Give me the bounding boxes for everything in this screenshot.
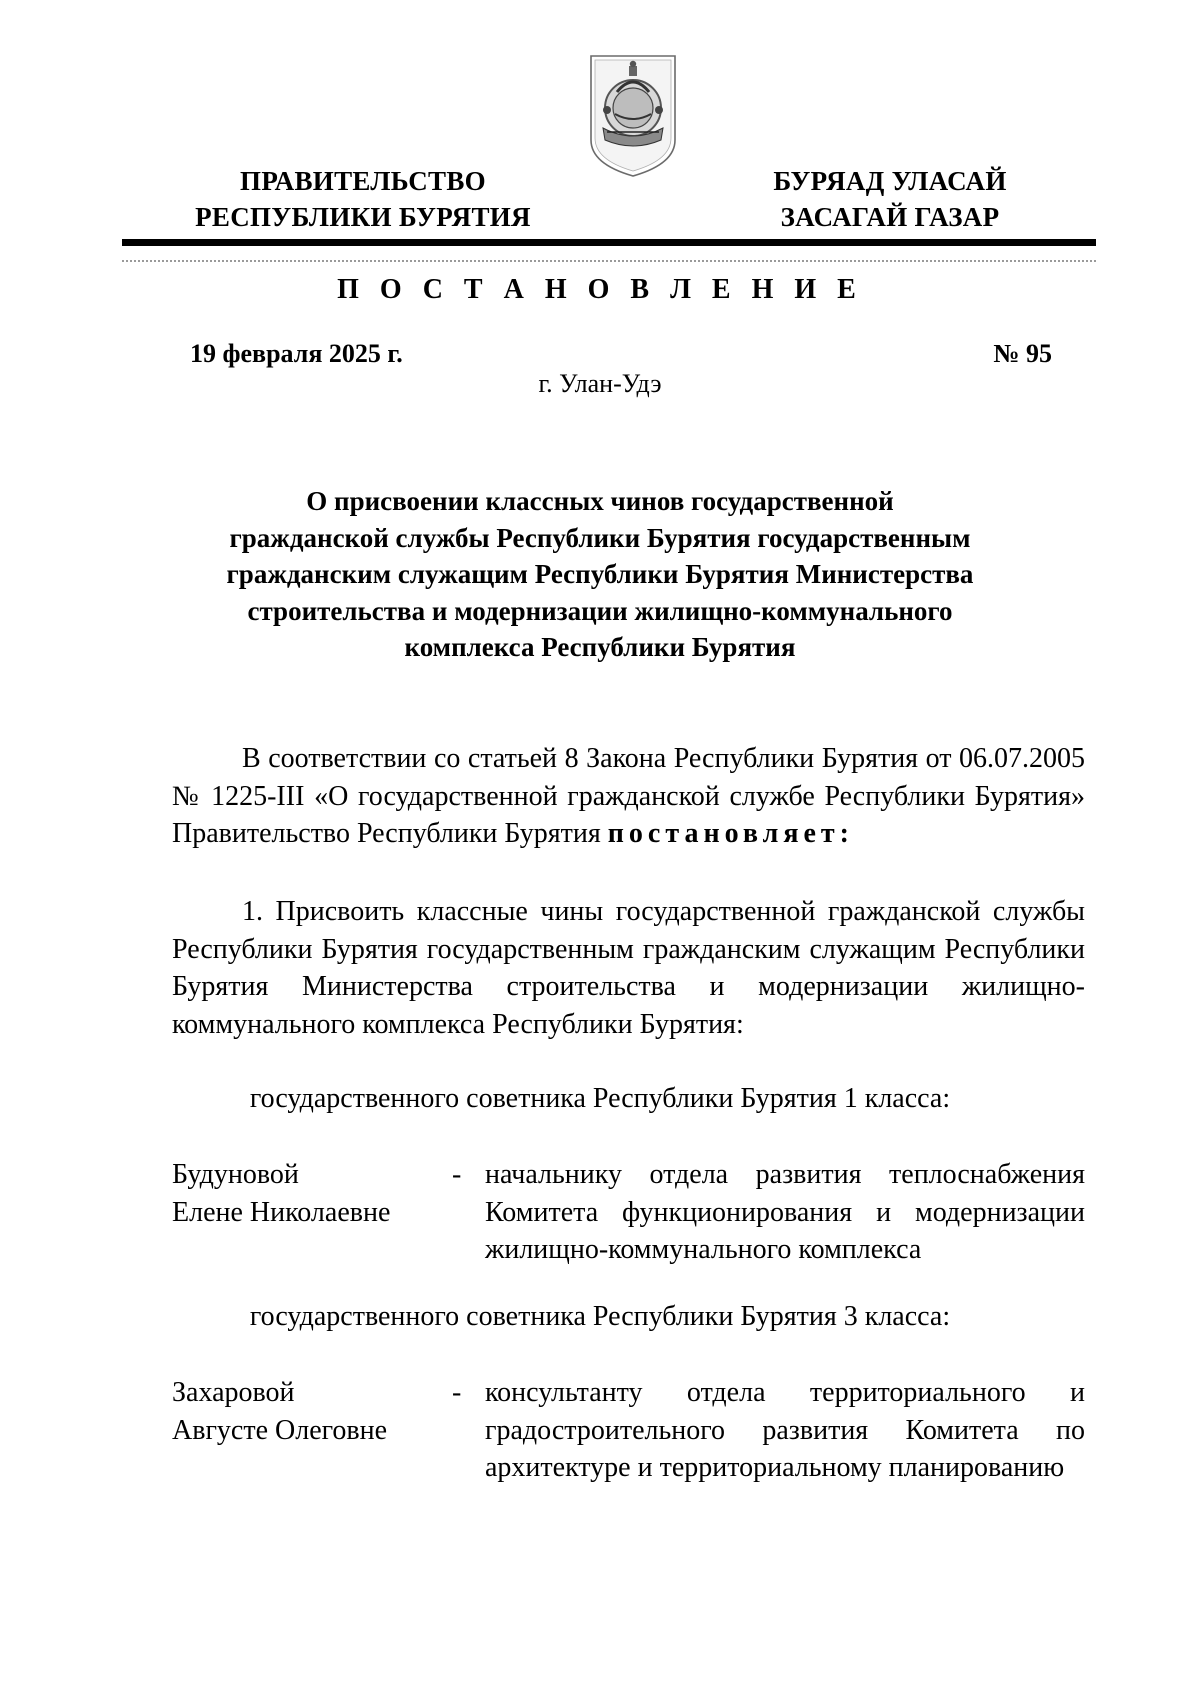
rank-heading: государственного советника Республики Бурятия 1 класса: <box>249 1083 951 1114</box>
separator-dash: - <box>452 1377 462 1408</box>
document-date: 19 февраля 2025 г. <box>190 339 403 368</box>
title-line: гражданской службы Республики Бурятия государственным <box>229 522 971 553</box>
document-number: № 95 <box>993 339 1052 368</box>
header-divider-thin <box>122 260 1096 262</box>
title-line: комплекса Республики Бурятия <box>404 632 796 662</box>
separator-dash: - <box>452 1159 462 1190</box>
document-city: г. Улан-Удэ <box>538 369 662 398</box>
government-name-bua <box>740 163 1040 235</box>
assignee-name <box>172 1156 390 1231</box>
preamble-text: В соответствии со статьей 8 Закона Республики Бурятия от 06.07.2005 № 1225-III «О государственной гражданской службе Республики Бурятия» Правительство Республики Бурятия <box>172 743 1085 849</box>
header-divider-thick <box>122 239 1096 246</box>
preamble-paragraph <box>172 740 1085 853</box>
assignee-surname: Будуновой <box>172 1159 299 1190</box>
clause-1-paragraph: 1. Присвоить классные чины государственной гражданской службы Республики Бурятия государственным гражданским служащим Республики Бурятия Министерства строительства и модернизации жилищно-коммунального комплекса Республики Бурятия: <box>172 896 1085 1040</box>
assignee-given-name: Августе Олеговне <box>172 1414 388 1446</box>
title-line: О присвоении классных чинов государственной <box>306 486 894 516</box>
assignee-position: консультанту отдела территориального и градостроительного развития Комитета по архитектуре и территориальному планированию <box>485 1377 1085 1483</box>
document-type: П О С Т А Н О В Л Е Н И Е <box>337 274 863 305</box>
resolution-verb: постановляет: <box>607 818 854 849</box>
title-line: строительства и модернизации жилищно-коммунального <box>247 595 953 626</box>
assignee-name <box>172 1374 387 1449</box>
government-name-bua-line1: БУРЯАД УЛАСАЙ <box>773 166 1007 196</box>
title-line: гражданским служащим Республики Бурятия Министерства <box>226 559 974 589</box>
rank-heading: государственного советника Республики Бурятия 3 класса: <box>249 1301 951 1332</box>
government-name-ru-line2: РЕСПУБЛИКИ БУРЯТИЯ <box>195 202 531 232</box>
government-name-ru-line1: ПРАВИТЕЛЬСТВО <box>240 166 486 196</box>
government-name-bua-line2: ЗАСАГАЙ ГАЗАР <box>780 202 1000 232</box>
assignee-given-name: Елене Николаевне <box>172 1196 391 1228</box>
government-name-ru <box>178 163 548 235</box>
coat-of-arms-emblem-icon <box>585 52 681 178</box>
assignee-surname: Захаровой <box>172 1377 295 1408</box>
document-title <box>200 483 1000 666</box>
assignee-position: начальнику отдела развития теплоснабжения Комитета функционирования и модернизации жилищно-коммунального комплекса <box>485 1159 1085 1265</box>
